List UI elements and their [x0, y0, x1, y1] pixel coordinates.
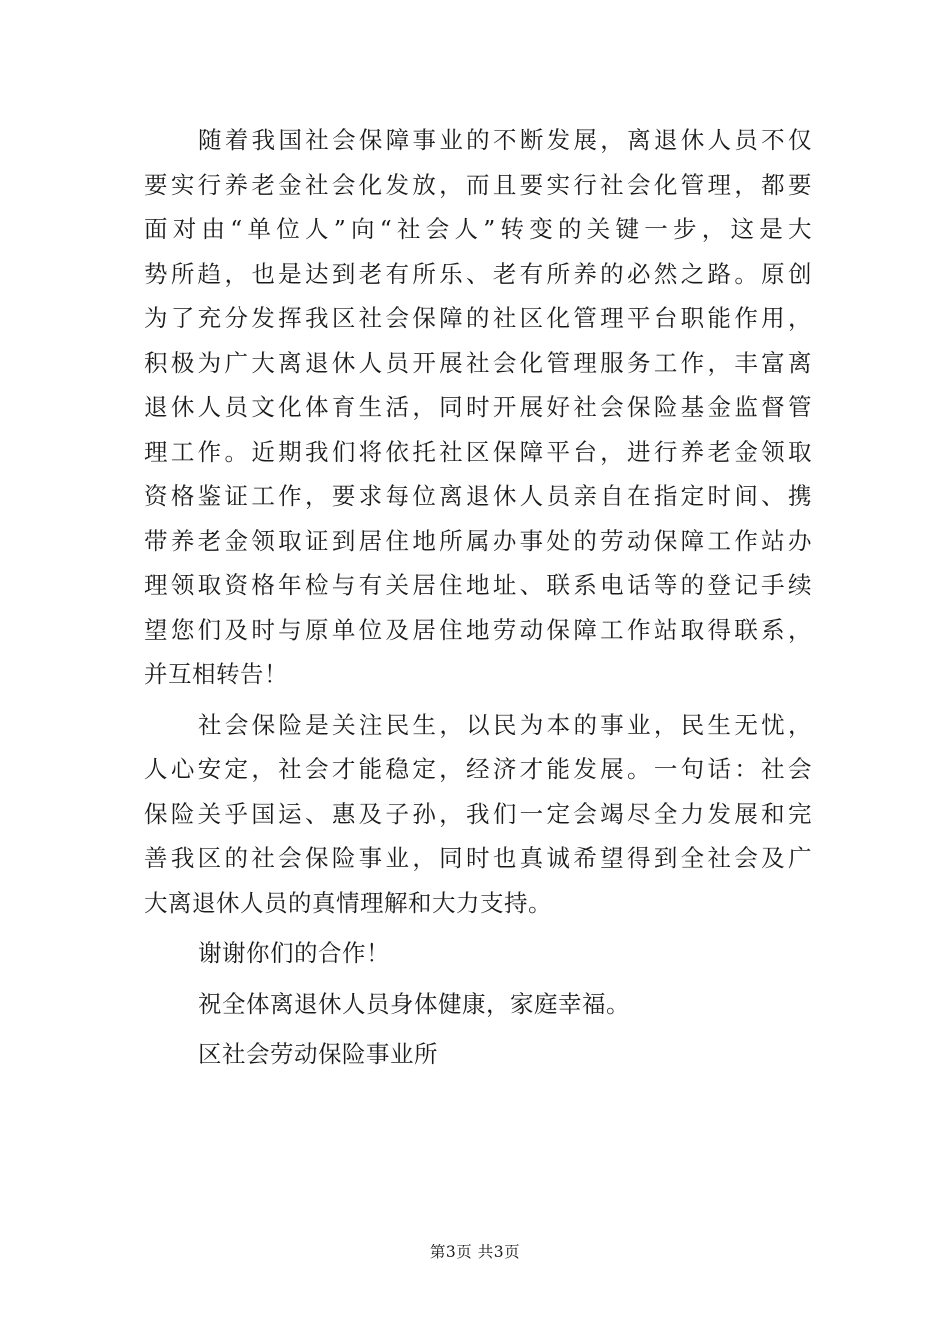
paragraph-line: 望您们及时与原单位及居住地劳动保障工作站取得联系，: [144, 615, 812, 644]
page-number-footer: 第3页 共3页: [429, 1243, 521, 1261]
paragraph-line: 人心安定，社会才能稳定，经济才能发展。一句话：社会: [144, 755, 812, 783]
paragraph-line: 退休人员文化体育生活，同时开展好社会保险基金监督管: [144, 393, 812, 421]
paragraph-line: 随着我国社会保障事业的不断发展，离退休人员不仅: [198, 126, 812, 154]
paragraph-line: 资格鉴证工作，要求每位离退休人员亲自在指定时间、携: [144, 482, 812, 510]
paragraph-line: 势所趋，也是达到老有所乐、老有所养的必然之路。原创: [144, 259, 812, 288]
paragraph-line: 面对由“单位人”向“社会人”转变的关键一步，这是大: [144, 215, 812, 243]
paragraph-social-insurance: [144, 703, 812, 926]
paragraph-line: 社会保险是关注民生，以民为本的事业，民生无忧，: [198, 710, 812, 739]
thanks-line: 谢谢你们的合作！: [198, 939, 390, 967]
wishes-line: 祝全体离退休人员身体健康，家庭幸福。: [198, 989, 630, 1018]
paragraph-line: 为了充分发挥我区社会保障的社区化管理平台职能作用，: [144, 304, 812, 332]
document-body: [144, 118, 812, 1077]
paragraph-line: 带养老金领取证到居住地所属办事处的劳动保障工作站办: [144, 526, 812, 555]
signature-line: 区社会劳动保险事业所: [198, 1040, 438, 1068]
paragraph-social-management: [144, 118, 812, 697]
paragraph-line: 理工作。近期我们将依托社区保障平台，进行养老金领取: [144, 437, 812, 466]
paragraph-line: 善我区的社会保险事业，同时也真诚希望得到全社会及广: [144, 844, 812, 872]
paragraph-line: 保险关乎国运、惠及子孙，我们一定会竭尽全力发展和完: [144, 799, 812, 828]
paragraph-line: 大离退休人员的真情理解和大力支持。: [144, 888, 552, 917]
paragraph-line: 并互相转告！: [144, 660, 288, 688]
paragraph-line: 理领取资格年检与有关居住地址、联系电话等的登记手续: [144, 571, 812, 599]
paragraph-line: 要实行养老金社会化发放，而且要实行社会化管理，都要: [144, 170, 812, 199]
paragraph-line: 积极为广大离退休人员开展社会化管理服务工作，丰富离: [144, 348, 812, 377]
